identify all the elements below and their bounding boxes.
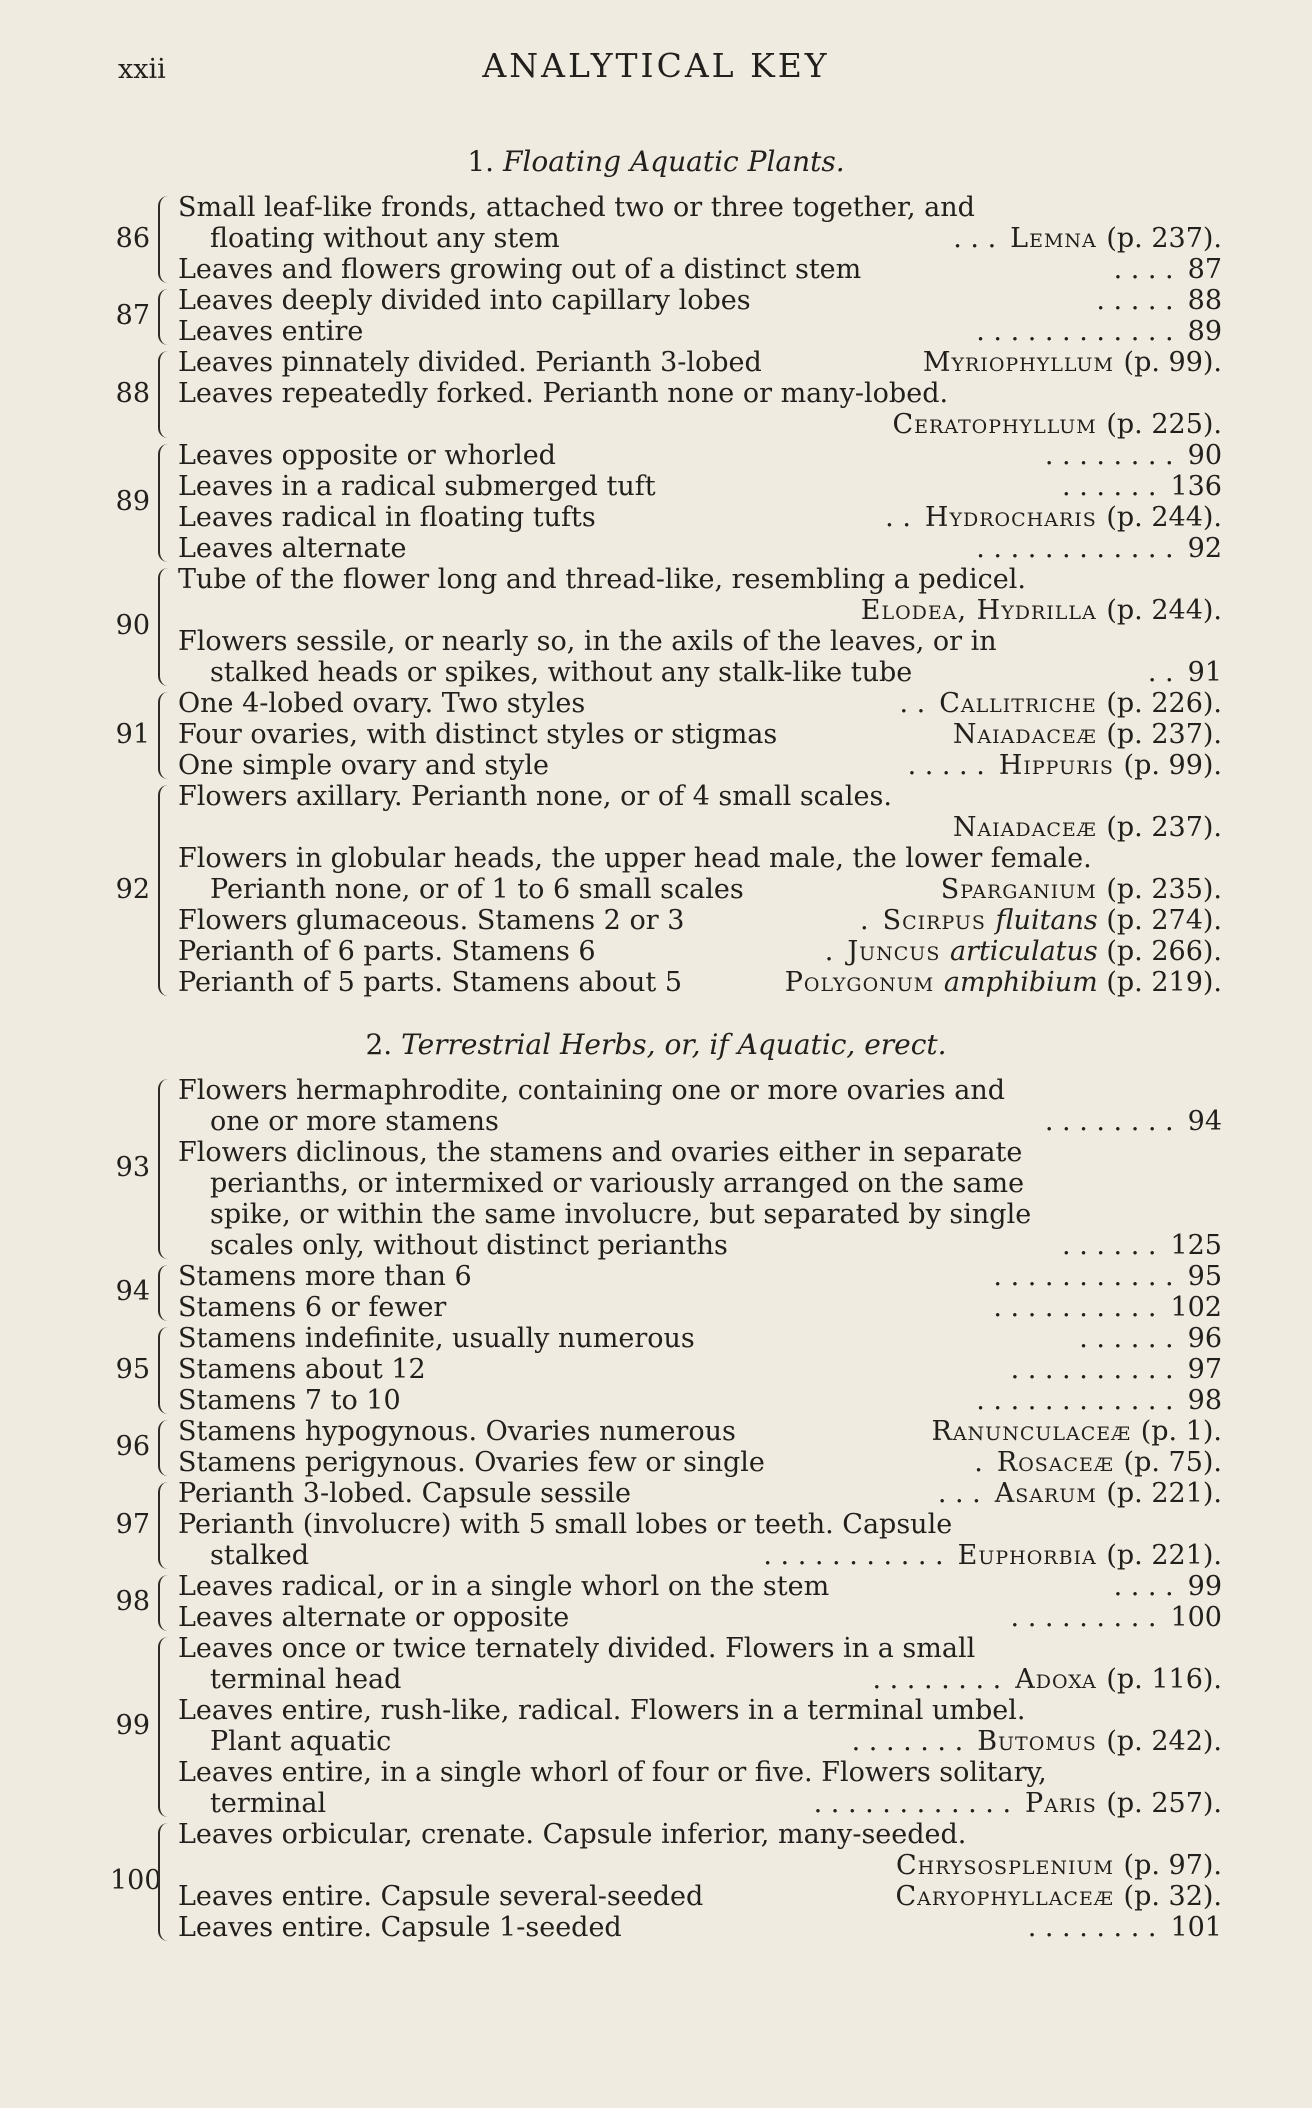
key-line-text: Leaves entire. Capsule 1-seeded bbox=[178, 1912, 622, 1943]
couplet-brace bbox=[158, 289, 174, 345]
section-number: 2. bbox=[365, 1028, 402, 1061]
reference-page: 98 bbox=[1187, 1385, 1222, 1416]
key-line-reference bbox=[861, 595, 1222, 626]
key-line-reference bbox=[958, 1540, 1222, 1571]
key-line bbox=[178, 750, 1222, 781]
couplet-number: 95 bbox=[115, 1353, 150, 1385]
key-line bbox=[178, 1323, 1222, 1354]
reference-page: (p. 219). bbox=[1106, 967, 1222, 998]
key-line bbox=[178, 1261, 1222, 1292]
reference-page: (p. 221). bbox=[1106, 1540, 1222, 1571]
reference-page: (p. 32). bbox=[1123, 1881, 1222, 1912]
key-line-reference bbox=[1188, 440, 1222, 471]
reference-taxon: Naiadaceæ bbox=[952, 719, 1107, 750]
couplet-number: 86 bbox=[115, 222, 150, 254]
reference-page: (p. 221). bbox=[1106, 1478, 1222, 1509]
couplet-number: 93 bbox=[115, 1152, 150, 1183]
key-line-text: Flowers hermaphrodite, containing one or more ovaries and bbox=[178, 1075, 1006, 1106]
couplet-brace bbox=[158, 1079, 174, 1259]
reference-page: (p. 266). bbox=[1106, 936, 1222, 967]
couplet-91 bbox=[110, 688, 1222, 781]
couplet-brace bbox=[158, 444, 174, 562]
reference-taxon: Ceratophyllum bbox=[892, 409, 1107, 440]
key-line bbox=[178, 843, 1222, 874]
reference-taxon: Paris bbox=[1025, 1788, 1107, 1819]
couplet-88 bbox=[110, 347, 1222, 440]
key-line-text: Perianth none, or of 1 to 6 small scales bbox=[210, 874, 744, 905]
key-line bbox=[178, 440, 1222, 471]
key-line bbox=[178, 905, 1222, 936]
key-line-reference bbox=[895, 1881, 1222, 1912]
key-line bbox=[178, 1075, 1222, 1106]
reference-page: (p. 244). bbox=[1106, 502, 1222, 533]
reference-page: 88 bbox=[1187, 285, 1222, 316]
key-line-reference bbox=[1015, 1664, 1222, 1695]
reference-page: 95 bbox=[1187, 1261, 1222, 1292]
key-line bbox=[178, 936, 1222, 967]
section-number: 1. bbox=[467, 145, 503, 178]
couplet-87 bbox=[110, 285, 1222, 347]
couplet-number: 96 bbox=[115, 1431, 150, 1462]
leader-dots: . . . . . . . . . . . . bbox=[976, 316, 1174, 347]
leader-dots: . bbox=[824, 936, 834, 967]
reference-page: 87 bbox=[1187, 254, 1222, 285]
couplet-97 bbox=[110, 1478, 1222, 1571]
key-line-text: Leaves opposite or whorled bbox=[178, 440, 556, 471]
key-line-text: Leaves alternate bbox=[178, 533, 407, 564]
key-line-reference bbox=[1188, 657, 1222, 688]
reference-page: (p. 244). bbox=[1106, 595, 1222, 626]
key-line bbox=[178, 1912, 1222, 1943]
couplet-95 bbox=[110, 1323, 1222, 1416]
key-line-text: Leaves orbicular, crenate. Capsule inferior, many-seeded. bbox=[178, 1819, 967, 1850]
reference-taxon: Scirpus bbox=[882, 905, 996, 936]
leader-dots: . . . . . . . bbox=[851, 1726, 964, 1757]
reference-taxon: Rosaceæ bbox=[996, 1447, 1124, 1478]
key-line-reference bbox=[1188, 1323, 1222, 1354]
key-line bbox=[178, 1571, 1222, 1602]
key-line-text: perianths, or intermixed or variously arranged on the same bbox=[210, 1168, 1025, 1199]
key-line bbox=[178, 1788, 1222, 1819]
key-line bbox=[178, 1695, 1222, 1726]
section-title-text: Floating Aquatic Plants. bbox=[502, 145, 845, 178]
couplet-94 bbox=[110, 1261, 1222, 1323]
key-line-text: Stamens hypogynous. Ovaries numerous bbox=[178, 1416, 736, 1447]
key-line bbox=[178, 1230, 1222, 1261]
reference-taxon: Callitriche bbox=[939, 688, 1107, 719]
leader-dots: . . . . . . . . . bbox=[1010, 1602, 1157, 1633]
reference-page: 99 bbox=[1187, 1571, 1222, 1602]
key-line bbox=[178, 1447, 1222, 1478]
couplet-brace bbox=[158, 568, 174, 686]
reference-taxon: Hippuris bbox=[998, 750, 1124, 781]
reference-page: (p. 237). bbox=[1106, 719, 1222, 750]
key-line-reference bbox=[1188, 1385, 1222, 1416]
leader-dots: . . . . . . . . bbox=[872, 1664, 1002, 1695]
leader-dots: . . . . . . . . . . . . bbox=[976, 533, 1174, 564]
key-line-text: Perianth 3-lobed. Capsule sessile bbox=[178, 1478, 631, 1509]
couplet-brace bbox=[158, 1327, 174, 1414]
reference-page: (p. 99). bbox=[1123, 347, 1222, 378]
couplet-92 bbox=[110, 781, 1222, 998]
reference-taxon: Adoxa bbox=[1015, 1664, 1107, 1695]
key-line-reference bbox=[1010, 223, 1222, 254]
key-line-reference bbox=[953, 719, 1222, 750]
couplet-brace bbox=[158, 1265, 174, 1321]
reference-page: 97 bbox=[1187, 1354, 1222, 1385]
couplet-brace bbox=[158, 1420, 174, 1476]
key-line-text: Leaves once or twice ternately divided. Flowers in a small bbox=[178, 1633, 976, 1664]
reference-page: 92 bbox=[1187, 533, 1222, 564]
leader-dots: . . . . bbox=[1113, 254, 1174, 285]
couplet-brace bbox=[158, 351, 174, 438]
key-line-text: terminal bbox=[210, 1788, 327, 1819]
leader-dots: . . . . . . . . bbox=[1027, 1912, 1157, 1943]
couplet-number: 91 bbox=[115, 718, 150, 750]
reference-epithet: fluitans bbox=[995, 905, 1107, 936]
leader-dots: . bbox=[974, 1447, 983, 1478]
key-line-text: Stamens 6 or fewer bbox=[178, 1292, 447, 1323]
reference-taxon: Caryophyllaceæ bbox=[895, 1881, 1124, 1912]
key-line-text: spike, or within the same involucre, but separated by single bbox=[210, 1199, 1032, 1230]
couplet-99 bbox=[110, 1633, 1222, 1819]
couplet-number: 97 bbox=[115, 1508, 150, 1540]
couplet-90 bbox=[110, 564, 1222, 688]
key-line-text: Leaves radical in floating tufts bbox=[178, 502, 596, 533]
key-line-reference bbox=[1170, 1602, 1222, 1633]
key-line-reference bbox=[1170, 471, 1222, 502]
key-line-text: Leaves deeply divided into capillary lobes bbox=[178, 285, 751, 316]
key-line bbox=[178, 533, 1222, 564]
key-line bbox=[178, 1478, 1222, 1509]
key-line-reference bbox=[1188, 1571, 1222, 1602]
key-line bbox=[178, 1664, 1222, 1695]
key-line bbox=[178, 595, 1222, 626]
couplet-number: 99 bbox=[115, 1710, 150, 1741]
key-line-reference bbox=[1188, 1261, 1222, 1292]
key-line bbox=[178, 502, 1222, 533]
key-line bbox=[178, 285, 1222, 316]
key-line bbox=[178, 1509, 1222, 1540]
couplet-number: 100 bbox=[110, 1865, 162, 1896]
reference-taxon: Chrysosplenium bbox=[895, 1850, 1124, 1881]
reference-page: (p. 226). bbox=[1106, 688, 1222, 719]
key-line bbox=[178, 564, 1222, 595]
key-line-reference bbox=[1025, 1788, 1222, 1819]
key-line-text: Leaves entire. Capsule several-seeded bbox=[178, 1881, 704, 1912]
leader-dots: . . . . . . bbox=[1062, 471, 1157, 502]
key-line bbox=[178, 626, 1222, 657]
key-line-reference bbox=[925, 502, 1222, 533]
key-line-text: Leaves alternate or opposite bbox=[178, 1602, 570, 1633]
key-line-text: One simple ovary and style bbox=[178, 750, 549, 781]
key-line-reference bbox=[896, 1850, 1222, 1881]
key-line-text: Leaves repeatedly forked. Perianth none or many-lobed. bbox=[178, 378, 949, 409]
reference-taxon: Butomus bbox=[977, 1726, 1107, 1757]
reference-page: 125 bbox=[1170, 1230, 1222, 1261]
couplet-89 bbox=[110, 440, 1222, 564]
reference-page: (p. 97). bbox=[1123, 1850, 1222, 1881]
key-line bbox=[178, 1881, 1222, 1912]
couplet-number: 92 bbox=[115, 873, 150, 905]
key-line bbox=[178, 1354, 1222, 1385]
page-header bbox=[0, 46, 1312, 86]
key-line-text: Stamens perigynous. Ovaries few or single bbox=[178, 1447, 765, 1478]
key-line-reference bbox=[1188, 1354, 1222, 1385]
leader-dots: . bbox=[860, 905, 869, 936]
key-line-text: Flowers sessile, or nearly so, in the axils of the leaves, or in bbox=[178, 626, 997, 657]
key-line-reference bbox=[932, 1416, 1223, 1447]
key-line-text: Perianth (involucre) with 5 small lobes or teeth. Capsule bbox=[178, 1509, 953, 1540]
couplet-number: 94 bbox=[115, 1276, 150, 1307]
reference-page: (p. 237). bbox=[1106, 223, 1222, 254]
key-line-reference bbox=[923, 347, 1222, 378]
reference-page: 94 bbox=[1187, 1106, 1222, 1137]
couplet-100 bbox=[110, 1819, 1222, 1943]
key-line-reference bbox=[1170, 1230, 1222, 1261]
reference-page: 136 bbox=[1170, 471, 1222, 502]
reference-taxon: Juncus bbox=[847, 936, 950, 967]
key-line-reference bbox=[999, 750, 1222, 781]
reference-page: (p. 99). bbox=[1123, 750, 1222, 781]
couplet-brace bbox=[158, 785, 174, 996]
reference-page: 100 bbox=[1170, 1602, 1222, 1633]
key-line bbox=[178, 1385, 1222, 1416]
key-line bbox=[178, 1819, 1222, 1850]
key-line bbox=[178, 688, 1222, 719]
reference-epithet: articulatus bbox=[949, 936, 1107, 967]
key-line-text: Leaves in a radical submerged tuft bbox=[178, 471, 656, 502]
key-line-reference bbox=[977, 1726, 1222, 1757]
key-line-text: Plant aquatic bbox=[210, 1726, 392, 1757]
key-line-text: Flowers in globular heads, the upper head male, the lower female. bbox=[178, 843, 1092, 874]
key-line-text: Leaves pinnately divided. Perianth 3-lobed bbox=[178, 347, 762, 378]
running-title: ANALYTICAL KEY bbox=[482, 46, 830, 85]
key-line-text: One 4-lobed ovary. Two styles bbox=[178, 688, 586, 719]
leader-dots: . . bbox=[885, 502, 911, 533]
leader-dots: . . . . . . . . . . . bbox=[763, 1540, 944, 1571]
reference-page: (p. 237). bbox=[1106, 812, 1222, 843]
couplet-number: 89 bbox=[115, 486, 150, 517]
leader-dots: . . . . . bbox=[1096, 285, 1174, 316]
key-line-text: one or more stamens bbox=[210, 1106, 499, 1137]
key-line bbox=[178, 812, 1222, 843]
couplet-98 bbox=[110, 1571, 1222, 1633]
key-line bbox=[178, 378, 1222, 409]
reference-page: (p. 116). bbox=[1106, 1664, 1222, 1695]
key-line bbox=[178, 1106, 1222, 1137]
key-line bbox=[178, 1292, 1222, 1323]
key-line-text: Tube of the flower long and thread-like, resembling a pedicel. bbox=[178, 564, 1026, 595]
leader-dots: . . bbox=[899, 688, 926, 719]
key-line-reference bbox=[883, 905, 1222, 936]
key-line-text: Leaves entire, rush-like, radical. Flowers in a terminal umbel. bbox=[178, 1695, 1026, 1726]
reference-taxon: Polygonum bbox=[784, 967, 944, 998]
key-line-text: stalked bbox=[210, 1540, 310, 1571]
key-line-reference bbox=[785, 967, 1222, 998]
key-line bbox=[178, 1416, 1222, 1447]
key-line-reference bbox=[939, 688, 1222, 719]
key-line bbox=[178, 967, 1222, 998]
key-line-text: Perianth of 5 parts. Stamens about 5 bbox=[178, 967, 683, 998]
key-line bbox=[178, 409, 1222, 440]
reference-page: (p. 1). bbox=[1140, 1416, 1222, 1447]
key-line bbox=[178, 1757, 1222, 1788]
key-line-text: terminal head bbox=[210, 1664, 402, 1695]
couplet-93 bbox=[110, 1075, 1222, 1261]
leader-dots: . . . . bbox=[1113, 1571, 1174, 1602]
reference-page: 96 bbox=[1187, 1323, 1222, 1354]
reference-epithet: amphibium bbox=[943, 967, 1107, 998]
reference-page: (p. 242). bbox=[1106, 1726, 1222, 1757]
key-line-text: Small leaf-like fronds, attached two or three together, and bbox=[178, 192, 975, 223]
key-line-reference bbox=[995, 1478, 1222, 1509]
key-line-reference bbox=[941, 874, 1222, 905]
leader-dots: . . . . . . . . . . . . bbox=[976, 1385, 1174, 1416]
key-line-reference bbox=[1188, 533, 1222, 564]
key-line-text: Leaves entire, in a single whorl of four or five. Flowers solitary, bbox=[178, 1757, 1047, 1788]
key-line-reference bbox=[1188, 1106, 1222, 1137]
key-line-reference bbox=[997, 1447, 1222, 1478]
key-line bbox=[178, 316, 1222, 347]
reference-taxon: Asarum bbox=[994, 1478, 1107, 1509]
key-line bbox=[178, 223, 1222, 254]
section-title bbox=[0, 1028, 1312, 1061]
key-line-text: Flowers glumaceous. Stamens 2 or 3 bbox=[178, 905, 685, 936]
couplet-86 bbox=[110, 192, 1222, 285]
key-line bbox=[178, 1726, 1222, 1757]
leader-dots: . . . . . . bbox=[1079, 1323, 1174, 1354]
couplet-number: 88 bbox=[115, 377, 150, 409]
key-line-text: Stamens 7 to 10 bbox=[178, 1385, 401, 1416]
reference-page: (p. 274). bbox=[1106, 905, 1222, 936]
key-line-reference bbox=[1188, 254, 1222, 285]
reference-page: 91 bbox=[1187, 657, 1222, 688]
reference-page: (p. 225). bbox=[1106, 409, 1222, 440]
reference-taxon: Lemna bbox=[1010, 223, 1107, 254]
key-line-reference bbox=[1188, 285, 1222, 316]
key-line bbox=[178, 1540, 1222, 1571]
key-line bbox=[178, 1602, 1222, 1633]
key-line bbox=[178, 1137, 1222, 1168]
page-number: xxii bbox=[118, 54, 166, 85]
leader-dots: . . . bbox=[937, 1478, 981, 1509]
key-line bbox=[178, 192, 1222, 223]
leader-dots: . . . . . . . . bbox=[1044, 1106, 1174, 1137]
couplet-number: 87 bbox=[115, 300, 150, 331]
reference-page: 101 bbox=[1170, 1912, 1222, 1943]
leader-dots: . . . . . . . . . . bbox=[1010, 1354, 1174, 1385]
key-line bbox=[178, 874, 1222, 905]
reference-page: 102 bbox=[1170, 1292, 1222, 1323]
leader-dots: . . . . . . . . . . . . bbox=[813, 1788, 1012, 1819]
leader-dots: . . . bbox=[953, 223, 997, 254]
reference-taxon: Naiadaceæ bbox=[952, 812, 1107, 843]
key-line bbox=[178, 1199, 1222, 1230]
key-line bbox=[178, 1850, 1222, 1881]
key-line-reference bbox=[1170, 1292, 1222, 1323]
couplet-number: 90 bbox=[115, 610, 150, 641]
leader-dots: . . . . . . . . . . bbox=[993, 1292, 1157, 1323]
key-line-text: Stamens about 12 bbox=[178, 1354, 426, 1385]
couplet-brace bbox=[158, 196, 174, 283]
reference-taxon: Hydrocharis bbox=[924, 502, 1107, 533]
leader-dots: . . . . . . bbox=[1062, 1230, 1157, 1261]
key-line-reference bbox=[1188, 316, 1222, 347]
couplet-brace bbox=[158, 1637, 174, 1817]
key-line bbox=[178, 347, 1222, 378]
key-line-text: Flowers axillary. Perianth none, or of 4 small scales. bbox=[178, 781, 892, 812]
couplet-number: 98 bbox=[115, 1586, 150, 1617]
key-line-text: floating without any stem bbox=[210, 223, 560, 254]
key-line-reference bbox=[1170, 1912, 1222, 1943]
section-title-text: Terrestrial Herbs, or, if Aquatic, erect. bbox=[401, 1028, 947, 1061]
key-line-reference bbox=[892, 409, 1222, 440]
couplet-brace bbox=[158, 1823, 174, 1941]
key-line-text: Perianth of 6 parts. Stamens 6 bbox=[178, 936, 596, 967]
reference-page: 89 bbox=[1187, 316, 1222, 347]
leader-dots: . . bbox=[1147, 657, 1174, 688]
reference-page: (p. 235). bbox=[1106, 874, 1222, 905]
key-line bbox=[178, 1168, 1222, 1199]
reference-taxon: Myriophyllum bbox=[922, 347, 1124, 378]
key-line-reference bbox=[847, 936, 1222, 967]
key-line bbox=[178, 1633, 1222, 1664]
reference-taxon: Elodea, Hydrilla bbox=[860, 595, 1107, 626]
couplet-brace bbox=[158, 1575, 174, 1631]
couplet-brace bbox=[158, 1482, 174, 1569]
key-line-text: Flowers diclinous, the stamens and ovaries either in separate bbox=[178, 1137, 1023, 1168]
reference-page: (p. 75). bbox=[1123, 1447, 1222, 1478]
key-line-text: Four ovaries, with distinct styles or stigmas bbox=[178, 719, 778, 750]
key-line bbox=[178, 471, 1222, 502]
reference-taxon: Sparganium bbox=[940, 874, 1107, 905]
key-line bbox=[178, 719, 1222, 750]
key-line-text: Leaves entire bbox=[178, 316, 364, 347]
key-line-text: scales only, without distinct perianths bbox=[210, 1230, 728, 1261]
reference-taxon: Ranunculaceæ bbox=[931, 1416, 1141, 1447]
key-line bbox=[178, 781, 1222, 812]
key-line bbox=[178, 657, 1222, 688]
reference-page: (p. 257). bbox=[1106, 1788, 1222, 1819]
key-line-text: stalked heads or spikes, without any stalk-like tube bbox=[210, 657, 913, 688]
section-title bbox=[0, 145, 1312, 178]
leader-dots: . . . . . . . . . . . bbox=[993, 1261, 1174, 1292]
key-line-reference bbox=[953, 812, 1222, 843]
reference-page: 90 bbox=[1187, 440, 1222, 471]
couplet-96 bbox=[110, 1416, 1222, 1478]
key-line-text: Stamens indefinite, usually numerous bbox=[178, 1323, 695, 1354]
leader-dots: . . . . . . . . bbox=[1044, 440, 1174, 471]
key-line-text: Leaves radical, or in a single whorl on the stem bbox=[178, 1571, 830, 1602]
key-line-text: Stamens more than 6 bbox=[178, 1261, 472, 1292]
leader-dots: . . . . . bbox=[907, 750, 985, 781]
couplet-brace bbox=[158, 692, 174, 779]
key-line-text: Leaves and flowers growing out of a distinct stem bbox=[178, 254, 862, 285]
reference-taxon: Euphorbia bbox=[957, 1540, 1107, 1571]
key-line bbox=[178, 254, 1222, 285]
